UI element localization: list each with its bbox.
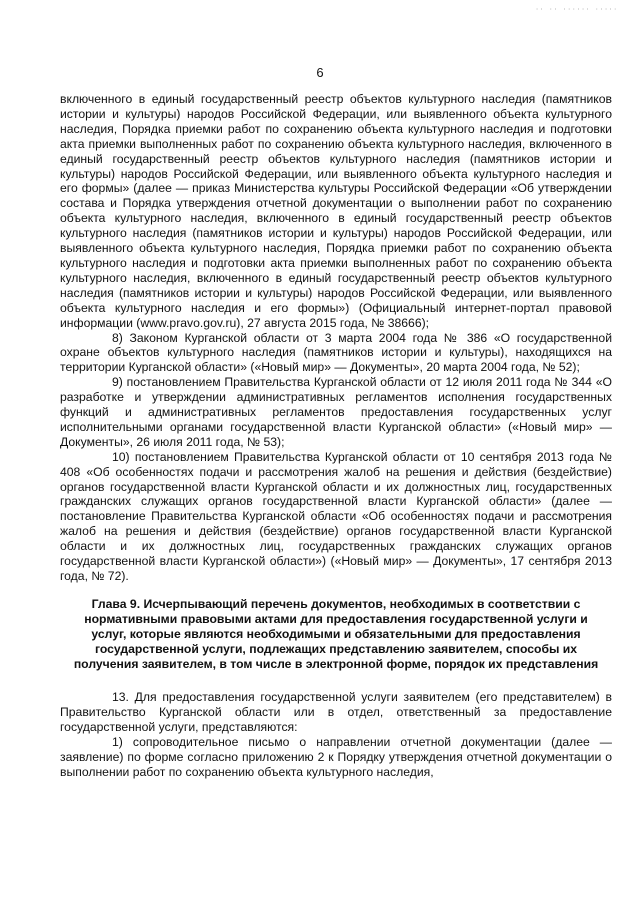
list-item-10: 10) постановлением Правительства Курганской области от 10 сентября 2013 года № 408 «Об особенностях подачи и рассмотрения жалоб на решения и действия (бездействие) органов государственной власти Курганской области и их должностных лиц, государственных гражданских служащих органов государственной власти Курганской области» (далее — постановление Правительства Курганской области «Об особенностях подачи и рассмотрения жалоб на решения и действия (бездействие) органов государственной власти Курганской области и их должностных лиц, государственных гражданских служащих органов государственной власти Курганской области») («Новый мир» — Документы», 17 сентября 2013 года, № 72). [60, 449, 612, 583]
list-item-8: 8) Законом Курганской области от 3 марта 2004 года № 386 «О государственной охране объектов культурного наследия (памятников истории и культуры), находящихся на территории Курганской области» («Новый мир» — Документы», 20 марта 2004 года, № 52); [60, 330, 612, 375]
list-item-9: 9) постановлением Правительства Курганской области от 12 июля 2011 года № 344 «О разработке и утверждении административных регламентов исполнения государственных функций и административных регламентов предоставления государственных услуг исполнительными органами государственной власти Курганской области» («Новый мир» — Документы», 26 июля 2011 года, № 53); [60, 375, 612, 449]
paragraph-13: 13. Для предоставления государственной услуги заявителем (его представителем) в Правительство Курганской области или в отдел, ответственный за предоставление государственной услуги, представляются: [60, 690, 612, 735]
page-number: 6 [316, 65, 324, 80]
paragraph-continuation: включенного в единый государственный реестр объектов культурного наследия (памятников истории и культуры) народов Российской Федерации, или выявленного объекта культурного наследия, Порядка приемки работ по сохранению объекта культурного наследия и подготовки акта приемки выполненных работ по сохранению объекта культурного наследия, включенного в единый государственный реестр объектов культурного наследия (памятников истории и культуры) народов Российской Федерации, или выявленного объекта культурного наследия и его формы» (далее — приказ Министерства культуры Российской Федерации «Об утверждении состава и Порядка утверждения отчетной документации о выполнении работ по сохранению объекта культурного наследия, включенного в единый государственный реестр объектов культурного наследия (памятников истории и культуры) народов Российской Федерации, или выявленного объекта культурного наследия, Порядка приемки работ по сохранению объекта культурного наследия и подготовки акта приемки выполненных работ по сохранению объекта культурного наследия, включенного в единый государственный реестр объектов культурного наследия (памятников истории и культуры) народов Российской Федерации, или выявленного объекта культурного наследия и его формы») (Официальный интернет-портал правовой информации (www.pravo.gov.ru), 27 августа 2015 года, № 38666); [60, 92, 612, 330]
list-item-1: 1) сопроводительное письмо о направлении отчетной документации (далее — заявление) по форме согласно приложению 2 к Порядку утверждения отчетной документации о выполнении работ по сохранению объекта культурного наследия, [60, 735, 612, 779]
scan-artifact: ·· ·· ······ ····· [535, 6, 618, 13]
document-body [60, 92, 612, 780]
chapter-heading: Глава 9. Исчерпывающий перечень документов, необходимых в соответствии с нормативными правовыми актами для предоставления государственной услуги и услуг, которые являются необходимыми и обязательными для предоставления государственной услуги, подлежащих представлению заявителем, способы их получения заявителем, в том числе в электронной форме, порядок их представления [73, 596, 599, 671]
